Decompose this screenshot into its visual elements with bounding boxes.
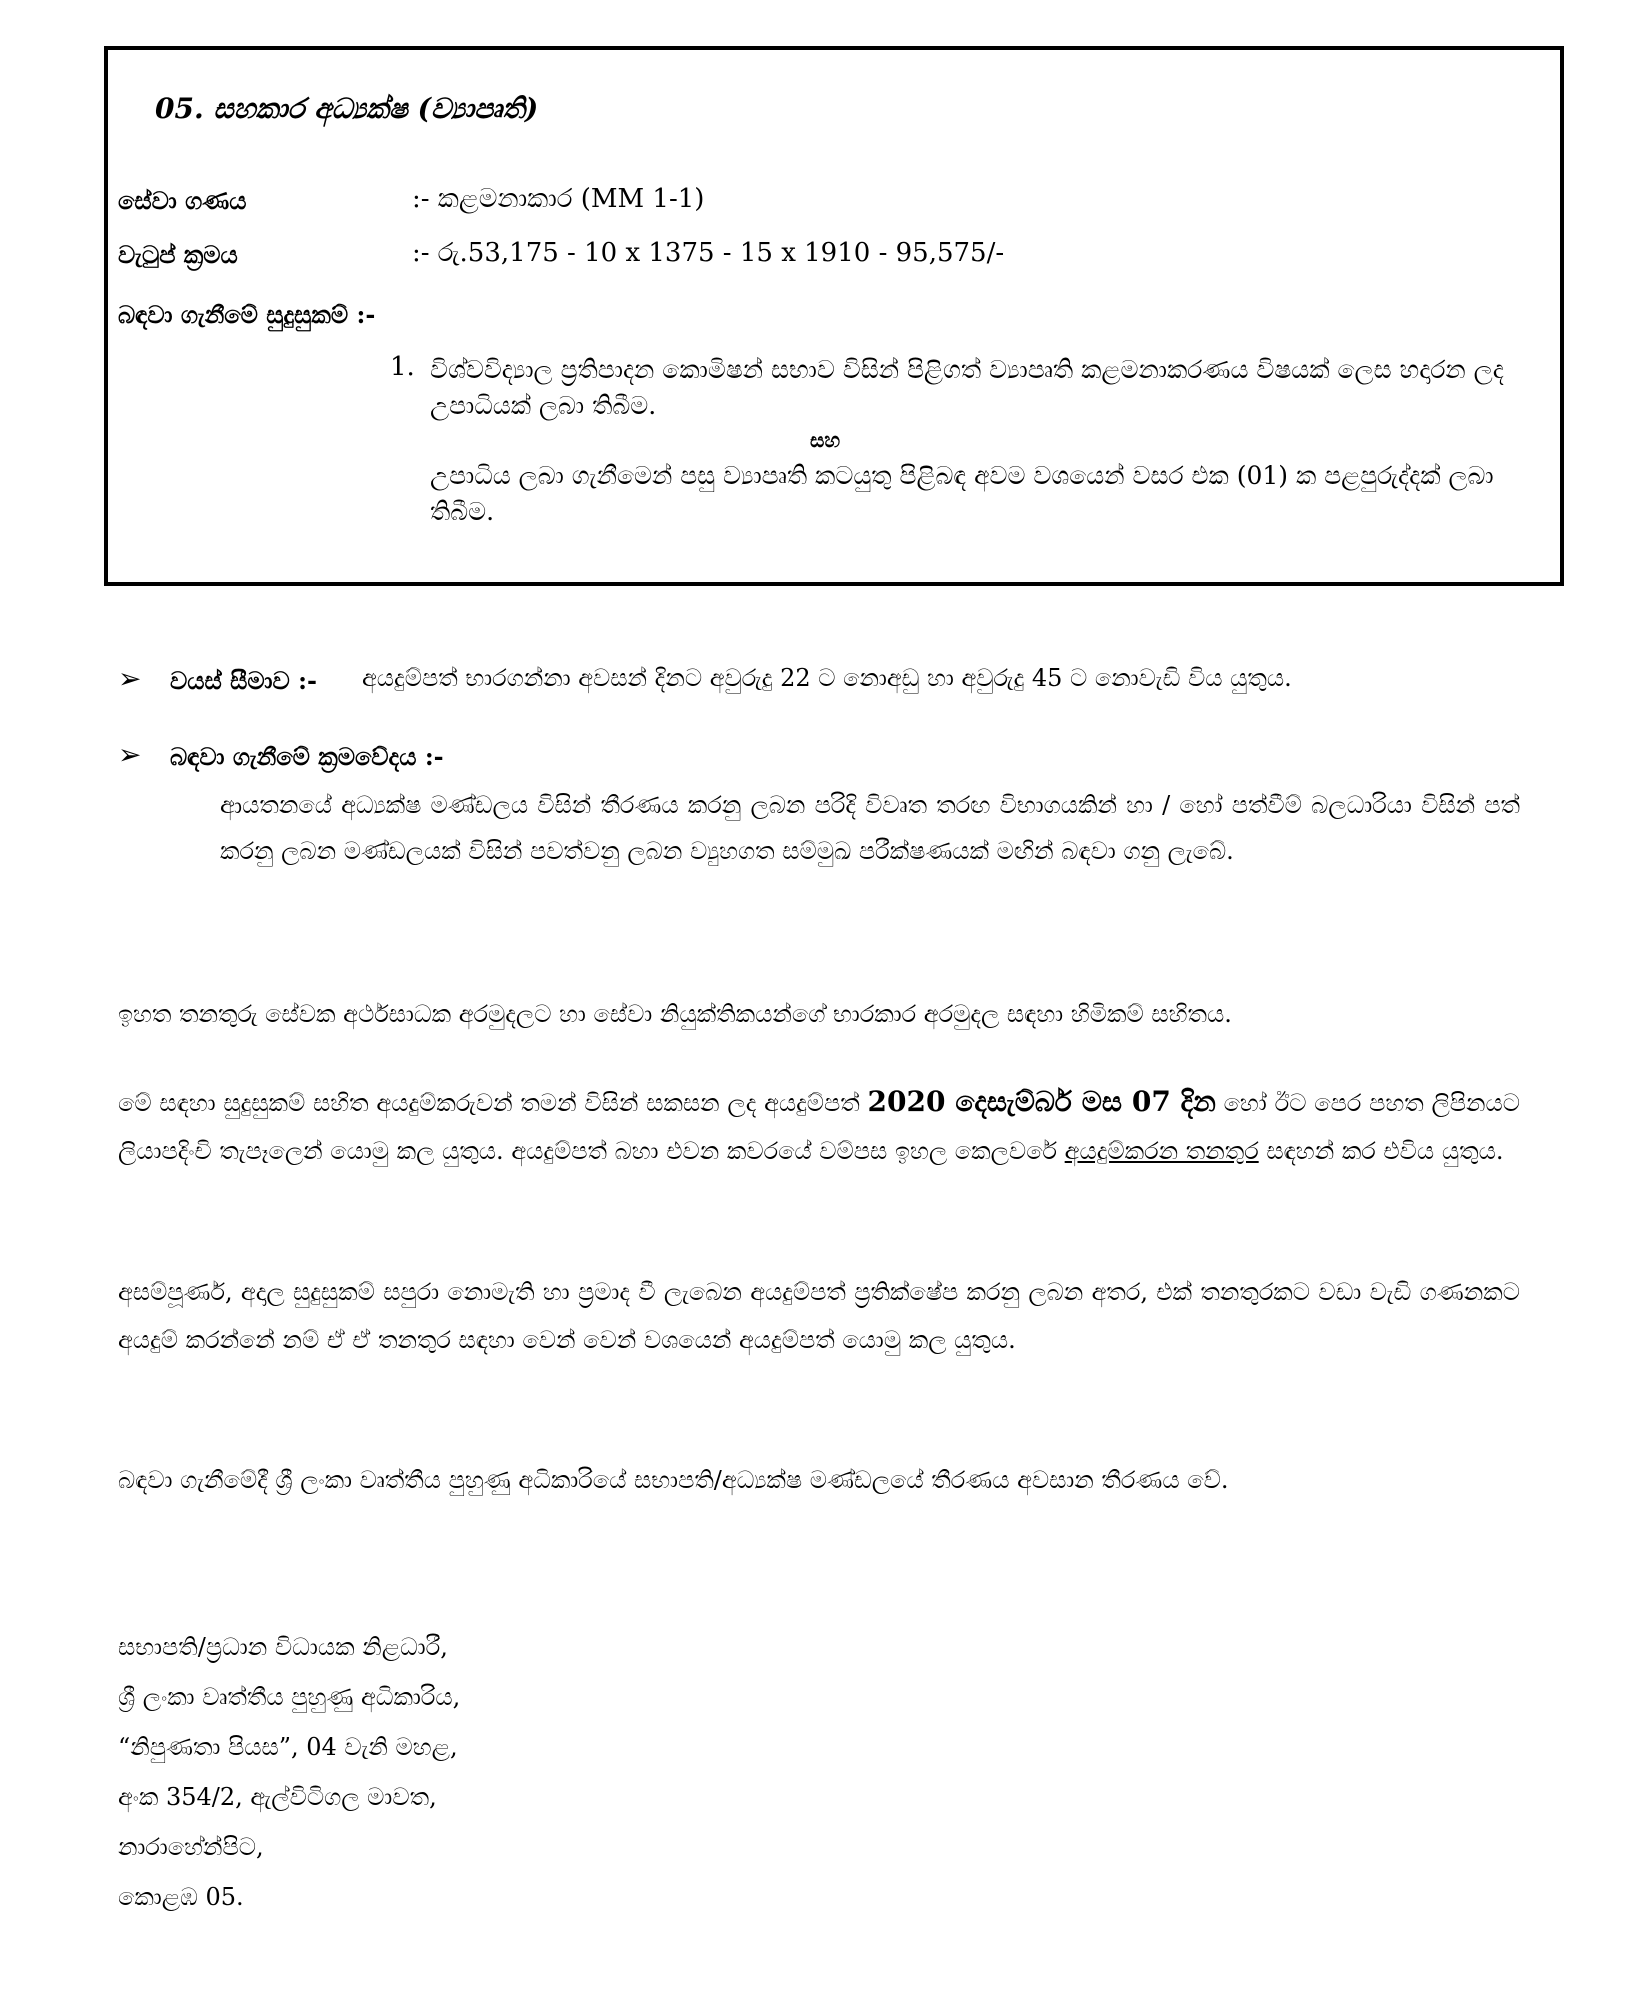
address-line: සභාපති/ප්‍රධාන විධායක නිළධාරී,: [118, 1633, 448, 1661]
address-line: “නිපුණතා පියස”, 04 වැනි මහළ,: [118, 1733, 458, 1761]
address-line: කොළඹ 05.: [118, 1883, 244, 1911]
pension-fund-text: ඉහත තනතුරු සේවක අර්ථසාධක අරමුදලට හා සේවා නියුක්තිකයන්ගේ භාරකාර අරමුදල සඳහා හිමිකම් සහිතය.: [118, 1000, 1232, 1028]
rejection-notice: අසම්පූර්ණ, අදාල සුදුසුකම් සපුරා නොමැති හා ප්‍රමාද වී ලැබෙන අයදුම්පත් ප්‍රතික්ෂේප කරනු ලබන අතර, එක් තනතුරකට වඩා වැඩි ගණනකට අයදුම් කරන්නේ නම් ඒ ඒ තනතුර සඳහා වෙන් වෙන් වශයෙන් අයදුම්පත් යොමු කල යුතුය.: [118, 1278, 1520, 1354]
salary-value: :- රු.53,175 - 10 x 1375 - 15 x 1910 - 95,575/-: [412, 238, 1005, 268]
recruitment-method-text: ආයතනයේ අධ්‍යක්ෂ මණ්ඩලය විසින් තීරණය කරනු ලබන පරිදි විවෘත තරඟ විභාගයකින් හා / හෝ පත්වීම් බලධාරියා විසින් පත් කරනු ලබන මණ්ඩලයක් විසින් පවත්වනු ලබන ව්‍යුහගත සම්මුඛ පරීක්ෂණයක් මඟින් බඳවා ගනු ලැබේ.: [220, 791, 1520, 865]
service-label: සේවා ගණය: [118, 186, 247, 215]
qualification-number: 1.: [390, 352, 415, 382]
age-limit-label: වයස් සීමාව :-: [170, 666, 317, 695]
arrow-bullet-icon: ➢: [118, 662, 142, 695]
age-limit-text: අයදුම්පත් භාරගන්නා අවසන් දිනට අවුරුදු 22 ට නොඅඩු හා අවුරුදු 45 ට නොවැඩි විය යුතුය.: [362, 664, 1292, 692]
qualification-experience: උපාධිය ලබා ගැනීමෙන් පසු ව්‍යාපෘති කටයුතු පිළිබඳ අවම වශයෙන් වසර එක (01) ක පළපුරුද්දක් ලබා තිබීම.: [430, 461, 1494, 526]
postal-address: [118, 1622, 460, 1922]
address-line: නාරාහේන්පිට,: [118, 1833, 264, 1861]
address-line: අංක 354/2, ඇල්විටිගල මාවත,: [118, 1783, 437, 1811]
salary-label: වැටුප් ක්‍රමය: [118, 240, 238, 269]
application-instructions: මේ සඳහා සුදුසුකම් සහිත අයදුම්කරුවන් තමන් විසින් සකසන ලද අයදුම්පත් 2020 දෙසැම්බර් මස 07 දින හෝ ඊට පෙර පහත ලිපිනයට ලියාපදිංචි තැපෑලෙන් යොමු කල යුතුය. අයදුම්පත් බහා එවන කවරයේ වම්පස ඉහල කෙලවරේ අයදුම්කරන තනතුර සඳහන් කර එවිය යුතුය.: [118, 1085, 1520, 1165]
post-title: 05. සහකාර අධ්‍යක්ෂ (ව්‍යාපෘති): [155, 92, 539, 125]
arrow-bullet-icon: ➢: [118, 738, 142, 771]
application-deadline: 2020 දෙසැම්බර් මස 07 දින: [867, 1085, 1216, 1118]
qualification-and: සහ: [810, 428, 841, 452]
qualification-degree: විශ්වවිද්‍යාල ප්‍රතිපාදන කොමිෂන් සභාව විසින් පිළිගත් ව්‍යාපෘති කළමනාකරණය විෂයක් ලෙස හදාරන ලද උපාධියක් ලබා තිබීම.: [430, 355, 1504, 420]
recruitment-method-label: බඳවා ගැනීමේ ක්‍රමවේදය :-: [170, 742, 444, 771]
qualifications-label: බඳවා ගැනීමේ සුදුසුකම් :-: [118, 300, 376, 329]
applied-post-note: අයදුම්කරන තනතුර: [1064, 1137, 1259, 1165]
final-decision-text: බඳවා ගැනීමේදී ශ්‍රී ලංකා වෘත්තීය පුහුණු අධිකාරියේ සභාපති/අධ්‍යක්ෂ මණ්ඩලයේ තීරණය අවසාන තීරණය වේ.: [118, 1466, 1229, 1494]
address-line: ශ්‍රී ලංකා වෘත්තීය පුහුණු අධිකාරිය,: [118, 1683, 461, 1711]
service-value: :- කළමනාකාර (MM 1-1): [412, 184, 705, 214]
